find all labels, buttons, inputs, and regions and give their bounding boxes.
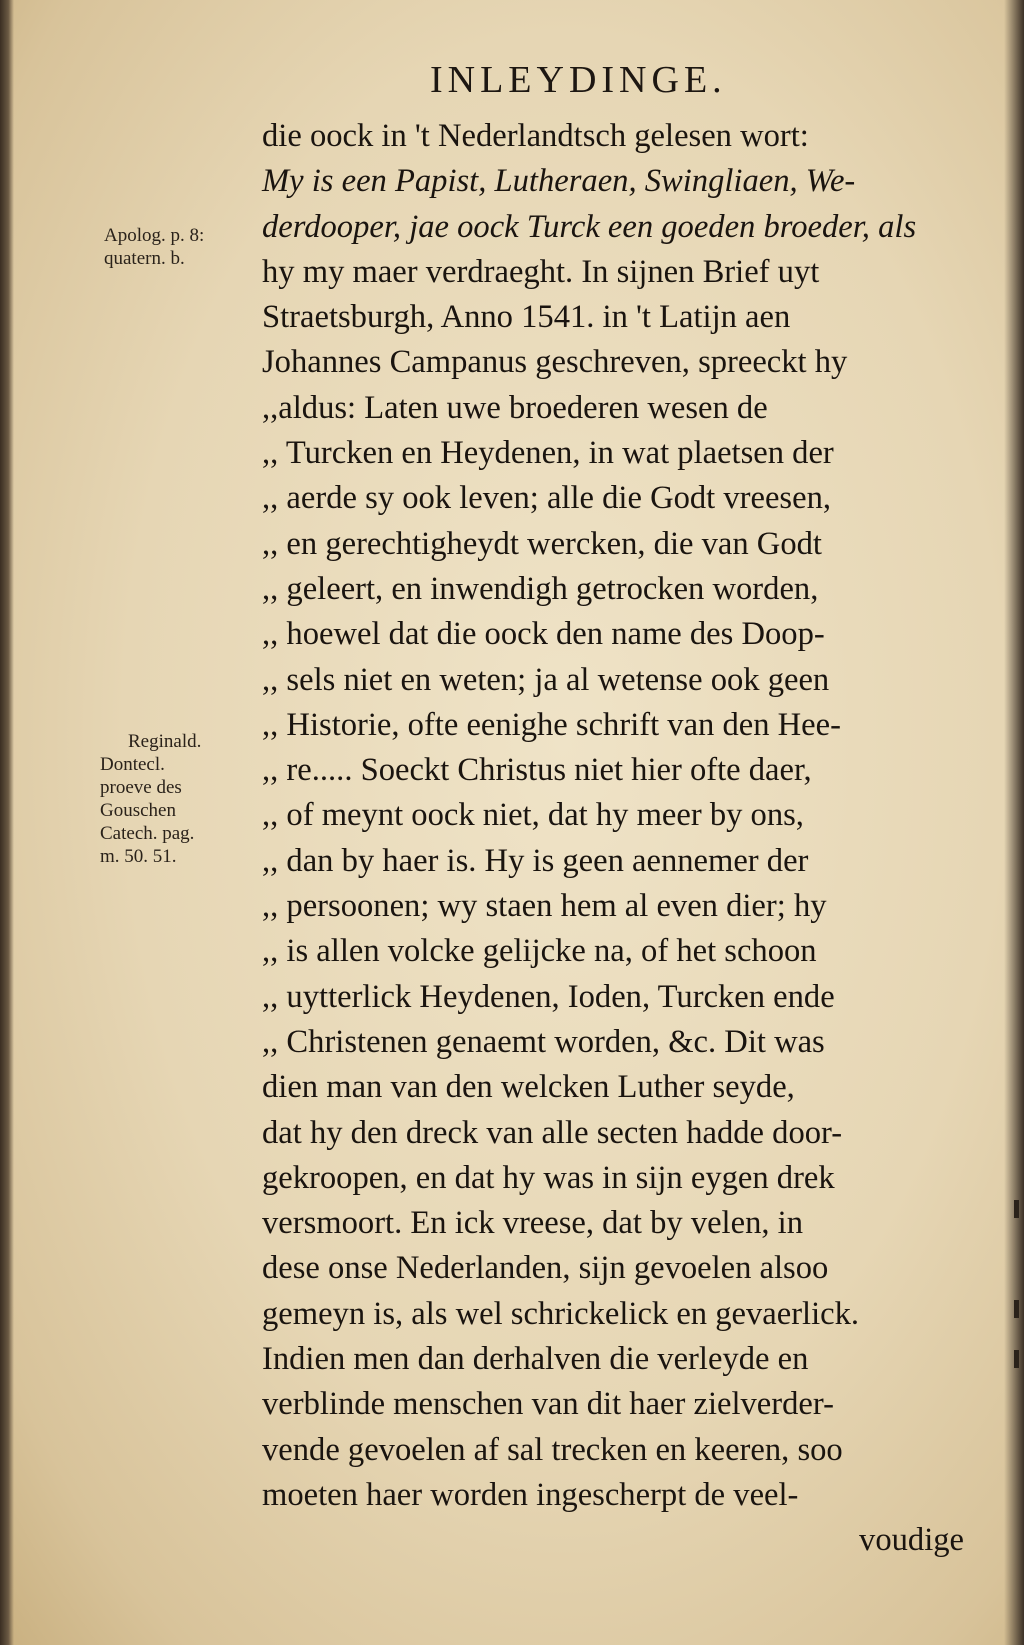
marginal-note-reginald bbox=[100, 730, 201, 868]
body-text bbox=[262, 114, 1002, 1564]
text-line: ,, persoonen; wy staen hem al even dier; hy bbox=[262, 888, 827, 925]
text-line: Straetsburgh, Anno 1541. in 't Latijn aen bbox=[262, 299, 791, 336]
text-line: ,, Christenen genaemt worden, &c. Dit was bbox=[262, 1023, 825, 1060]
text-line: ,, uytterlick Heydenen, Ioden, Turcken ende bbox=[262, 978, 835, 1015]
marginal-note-line: Catech. pag. bbox=[100, 823, 195, 844]
text-line: gemeyn is, als wel schrickelick en gevaerlick. bbox=[262, 1295, 860, 1332]
text-line: hy my maer verdraeght. In sijnen Brief uyt bbox=[262, 253, 820, 290]
marginal-note-line: Apolog. p. 8: bbox=[104, 225, 205, 246]
marginal-note-line: m. 50. 51. bbox=[100, 846, 177, 867]
text-line: ,, sels niet en weten; ja al wetense ook geen bbox=[262, 661, 830, 698]
text-line: Indien men dan derhalven die verleyde en bbox=[262, 1341, 809, 1378]
text-line: ,, en gerechtigheydt wercken, die van Godt bbox=[262, 525, 822, 562]
page-edge-mark bbox=[1014, 1350, 1019, 1368]
catchword: voudige bbox=[859, 1522, 964, 1559]
text-line: moeten haer worden ingescherpt de veel- bbox=[262, 1476, 799, 1513]
page-edge-mark bbox=[1014, 1300, 1019, 1318]
page-edge-mark bbox=[1014, 1200, 1019, 1218]
marginal-note-line: proeve des bbox=[100, 777, 182, 798]
text-line: dat hy den dreck van alle secten hadde door- bbox=[262, 1114, 843, 1151]
text-line: Johannes Campanus geschreven, spreeckt hy bbox=[262, 344, 848, 381]
text-line: ,, aerde sy ook leven; alle die Godt vreesen, bbox=[262, 480, 832, 517]
text-line: verblinde menschen van dit haer zielverder- bbox=[262, 1386, 834, 1423]
text-line: gekroopen, en dat hy was in sijn eygen drek bbox=[262, 1159, 835, 1196]
text-line: die oock in 't Nederlandtsch gelesen wort: bbox=[262, 118, 809, 154]
text-line: My is een Papist, Lutheraen, Swingliaen, We- bbox=[262, 163, 856, 200]
text-line: ,, geleert, en inwendigh getrocken worden, bbox=[262, 570, 819, 607]
text-line: ,, Historie, ofte eenighe schrift van den Hee- bbox=[262, 706, 841, 743]
running-head: INLEYDINGE. bbox=[430, 59, 727, 101]
text-line: dien man van den welcken Luther seyde, bbox=[262, 1069, 795, 1106]
text-line: ,, hoewel dat die oock den name des Doop- bbox=[262, 616, 825, 653]
marginal-note-line: quatern. b. bbox=[104, 248, 185, 269]
text-line: ,, is allen volcke gelijcke na, of het schoon bbox=[262, 933, 817, 970]
page-binding-shadow bbox=[0, 0, 14, 1645]
text-line: ,,aldus: Laten uwe broederen wesen de bbox=[262, 389, 768, 426]
page-edge-shadow bbox=[1004, 0, 1024, 1645]
text-line: ,, Turcken en Heydenen, in wat plaetsen der bbox=[262, 435, 834, 472]
text-line: vende gevoelen af sal trecken en keeren, soo bbox=[262, 1431, 843, 1468]
text-line: derdooper, jae oock Turck een goeden broeder, als bbox=[262, 208, 917, 245]
marginal-note-line: Gouschen bbox=[100, 800, 176, 821]
text-line: ,, of meynt oock niet, dat hy meer by ons, bbox=[262, 797, 804, 834]
text-line: ,, re..... Soeckt Christus niet hier ofte daer, bbox=[262, 752, 812, 789]
text-line: versmoort. En ick vreese, dat by velen, in bbox=[262, 1205, 803, 1242]
marginal-note-apolog bbox=[104, 224, 204, 270]
text-line: dese onse Nederlanden, sijn gevoelen alsoo bbox=[262, 1250, 829, 1287]
marginal-note-line: Dontecl. bbox=[100, 754, 165, 775]
marginal-note-line: Reginald. bbox=[128, 731, 202, 752]
text-line: ,, dan by haer is. Hy is geen aennemer der bbox=[262, 842, 809, 879]
